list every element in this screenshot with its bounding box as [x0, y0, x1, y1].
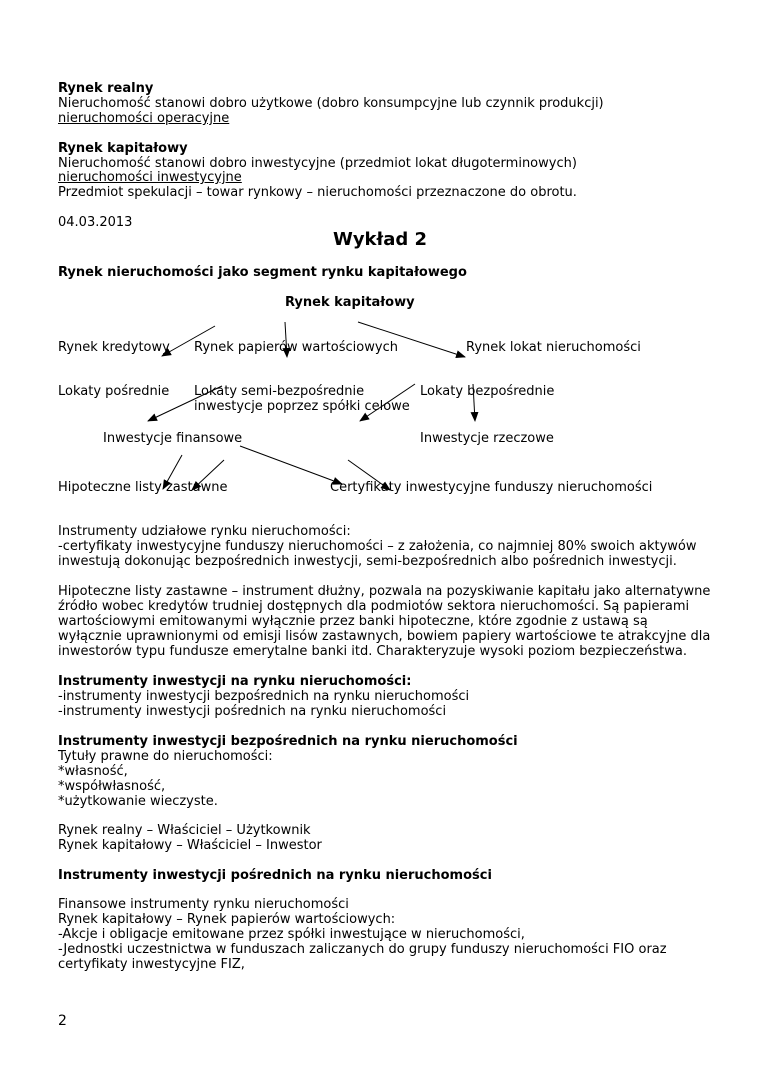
direct-item-3: *użytkowanie wieczyste.	[58, 794, 218, 809]
mortgage-line-4: wyłącznie uprawnionymi od emisji lisów zastawnych, bowiem papiery wartościowe te atrakcyjne dla	[58, 629, 711, 644]
mortgage-line-1: Hipoteczne listy zastawne – instrument dłużny, pozwala na pozyskiwanie kapitału jako alternatywne	[58, 584, 711, 599]
lecture-title: Wykład 2	[332, 229, 428, 250]
arrow-financial-to-mortgage-1	[163, 455, 182, 489]
indirect-heading: Instrumenty inwestycji pośrednich na rynku nieruchomości	[58, 868, 492, 883]
equity-intro: Instrumenty udziałowe rynku nieruchomości:	[58, 524, 351, 539]
arrow-root-to-credit	[162, 326, 215, 356]
lecture-date: 04.03.2013	[58, 215, 133, 230]
direct-item-1: *własność,	[58, 764, 128, 779]
diagram-node-real-investments: Inwestycje rzeczowe	[420, 431, 554, 446]
diagram-node-semi-direct-sub: inwestycje poprzez spółki celowe	[194, 399, 410, 414]
instruments-item-2: -instrumenty inwestycji pośrednich na rynku nieruchomości	[58, 704, 447, 719]
arrow-root-to-real-estate	[358, 322, 465, 357]
instruments-heading: Instrumenty inwestycji na rynku nieruchomości:	[58, 674, 412, 689]
arrow-real-estate-to-direct	[473, 384, 475, 421]
indirect-line-1: Finansowe instrumenty rynku nieruchomości	[58, 897, 349, 912]
section-kapitalowy-line: Nieruchomość stanowi dobro inwestycyjne (przedmiot lokat długoterminowych)	[58, 156, 577, 171]
equity-line-1: -certyfikaty inwestycyjne funduszy nieruchomości – z założenia, co najmniej 80% swoich aktywów	[58, 539, 697, 554]
diagram-node-semi-direct: Lokaty semi-bezpośrednie	[194, 384, 365, 399]
diagram-node-direct: Lokaty bezpośrednie	[420, 384, 555, 399]
direct-item-2: *współwłasność,	[58, 779, 166, 794]
instruments-item-1: -instrumenty inwestycji bezpośrednich na rynku nieruchomości	[58, 689, 470, 704]
indirect-line-3: -Akcje i obligacje emitowane przez spółki inwestujące w nieruchomości,	[58, 927, 525, 942]
diagram-subtitle: Rynek nieruchomości jako segment rynku kapitałowego	[58, 265, 467, 280]
arrow-real-estate-to-semi	[360, 384, 415, 421]
diagram-node-indirect: Lokaty pośrednie	[58, 384, 170, 399]
indirect-line-5: certyfikaty inwestycyjne FIZ,	[58, 957, 245, 972]
direct-heading: Instrumenty inwestycji bezpośrednich na rynku nieruchomości	[58, 734, 518, 749]
section-realny-term: nieruchomości operacyjne	[58, 111, 230, 126]
arrow-real-to-certificates	[348, 460, 390, 490]
indirect-line-4: -Jednostki uczestnictwa w funduszach zaliczanych do grupy funduszy nieruchomości FIO oraz	[58, 942, 667, 957]
arrow-root-to-securities	[285, 322, 287, 357]
diagram-node-fund-certificates: Certyfikaty inwestycyjne funduszy nieruchomości	[330, 480, 653, 495]
diagram-root: Rynek kapitałowy	[285, 295, 415, 310]
diagram-node-financial-investments: Inwestycje finansowe	[103, 431, 243, 446]
direct-relation-1: Rynek realny – Właściciel – Użytkownik	[58, 823, 311, 838]
equity-line-2: inwestują dokonując bezpośrednich inwestycji, semi-bezpośrednich albo pośrednich inwestycji.	[58, 554, 677, 569]
mortgage-line-5: inwestorów typu fundusze emerytalne banki itd. Charakteryzuje wysoki poziom bezpieczeństwa.	[58, 644, 687, 659]
mortgage-line-2: źródło wobec kredytów trudniej dostępnych dla podmiotów sektora nieruchomości. Są papierami	[58, 599, 690, 614]
section-kapitalowy-line2: Przedmiot spekulacji – towar rynkowy – nieruchomości przeznaczone do obrotu.	[58, 185, 577, 200]
section-realny-heading: Rynek realny	[58, 81, 154, 96]
direct-relation-2: Rynek kapitałowy – Właściciel – Inwestor	[58, 838, 322, 853]
diagram-node-credit-market: Rynek kredytowy	[58, 340, 170, 355]
indirect-line-2: Rynek kapitałowy – Rynek papierów wartościowych:	[58, 912, 396, 927]
diagram-node-mortgage-bonds: Hipoteczne listy zastawne	[58, 480, 228, 495]
section-realny-line: Nieruchomość stanowi dobro użytkowe (dobro konsumpcyjne lub czynnik produkcji)	[58, 96, 604, 111]
arrow-financial-to-certificates	[240, 446, 342, 484]
page-number: 2	[58, 1013, 67, 1029]
arrow-financial-to-mortgage-2	[192, 460, 224, 490]
section-kapitalowy-term: nieruchomości inwestycyjne	[58, 170, 242, 185]
direct-intro: Tytuły prawne do nieruchomości:	[58, 749, 273, 764]
arrow-securities-to-financial	[148, 386, 222, 421]
diagram-node-real-estate-market: Rynek lokat nieruchomości	[466, 340, 641, 355]
diagram-node-securities-market: Rynek papierów wartościowych	[194, 340, 398, 355]
mortgage-line-3: wartościowymi emitowanymi wyłącznie przez banki hipoteczne, które zgodnie z ustawą są	[58, 614, 648, 629]
section-kapitalowy-heading: Rynek kapitałowy	[58, 141, 188, 156]
